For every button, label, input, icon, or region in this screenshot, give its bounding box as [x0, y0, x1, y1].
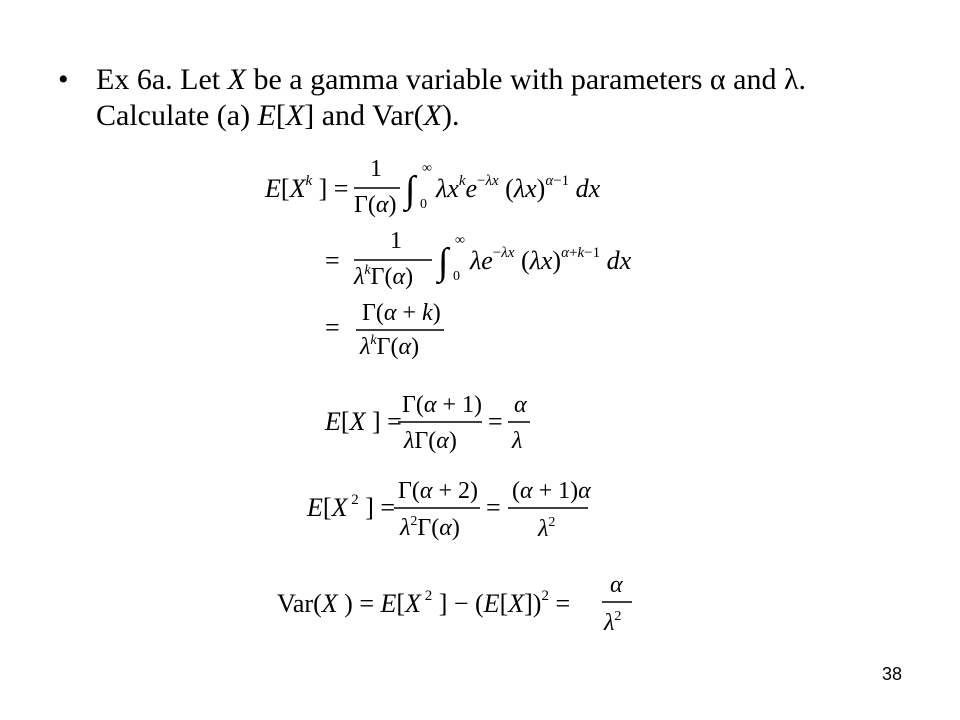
- svg-text:λ2: $\lambda^2$: [604, 609, 622, 636]
- svg-text:=: =: [488, 407, 503, 436]
- svg-text:=: =: [325, 313, 340, 342]
- svg-text:λe−λx (λx)α+k−1 dx: λe−λx $(\lambda x)^\alpha+k-1$ dx: [470, 245, 632, 275]
- bullet-text: [96, 62, 916, 134]
- svg-text:0: 0: [453, 269, 460, 284]
- bullet-text-part: ).: [441, 99, 460, 132]
- svg-text:λ2Γ(α): $\lambda^2\Gamma(\alpha)$: [400, 514, 460, 541]
- svg-text:=: =: [486, 493, 501, 522]
- bullet-text-part: Ex 6a. Let: [96, 63, 228, 96]
- bullet-text-part: Calculate (a): [96, 99, 258, 132]
- variable-x: X: [285, 99, 305, 132]
- page-number: 38: [881, 664, 902, 684]
- svg-text:λkΓ(α): $\lambda^k\Gamma(\alpha)$: [360, 333, 420, 360]
- svg-text:λxke−λx (λx)α−1 dx: $\lambda x^ke^-\lambda x$ $(\lambda x)^\alpha-1$ dx: [436, 173, 601, 203]
- svg-text:E[X ] =: E[X ] =: [325, 407, 402, 436]
- svg-text:λkΓ(α): $\lambda^k\Gamma(\alpha)$: [354, 263, 414, 290]
- svg-text:λ2: $\lambda^2$: [538, 515, 556, 542]
- equation-moment-k-result: [320, 296, 480, 366]
- equation-variance: [272, 570, 652, 646]
- svg-text:λΓ(α): λΓ(α): [404, 428, 457, 454]
- svg-text:∞: ∞: [422, 161, 432, 176]
- svg-text:Γ(α + k): Γ(α + k): [362, 300, 441, 326]
- svg-text:Γ(α + 1): Γ(α + 1): [402, 392, 483, 418]
- svg-text:1: 1: [370, 156, 382, 182]
- svg-text:Γ(α): Γ(α): [354, 192, 397, 218]
- svg-text:(α + 1)α: (α + 1)α: [512, 478, 591, 504]
- svg-text:E[Xk ] =: $E[X^k$ ] =: [265, 173, 349, 203]
- bullet-text-part: be a gamma variable with parameters α and λ.: [245, 63, 806, 96]
- svg-text:∫: ∫: [405, 169, 416, 211]
- svg-text:Γ(α + 2): Γ(α + 2): [398, 478, 479, 504]
- svg-text:α: α: [514, 392, 527, 418]
- svg-text:0: 0: [420, 197, 427, 212]
- svg-text:1: 1: [390, 228, 402, 254]
- svg-text:=: =: [325, 246, 340, 275]
- equation-second-moment: [302, 472, 602, 548]
- svg-text:∞: ∞: [455, 233, 465, 248]
- equation-moment-k-simplified: [320, 222, 660, 292]
- svg-text:E[X 2 ] =: E[X $^2$ ] =: [307, 492, 396, 522]
- bullet-text-part: ] and Var(: [304, 99, 424, 132]
- svg-text:∫: ∫: [438, 241, 449, 283]
- bullet-marker: •: [58, 63, 69, 96]
- svg-text:α: α: [610, 572, 623, 598]
- variable-x: X: [423, 99, 442, 132]
- bullet-text-part: [: [275, 99, 286, 132]
- expectation-e: E: [257, 99, 276, 132]
- equation-moment-k: [260, 150, 660, 220]
- equation-expected-value: [320, 388, 560, 458]
- variable-x: X: [227, 63, 246, 96]
- svg-text:λ: λ: [512, 428, 523, 454]
- svg-text:Var(X ) = E[X 2 ] − (E[X])2 =: Var(X ) = E[X $^2$ ] − $(E[X])^2$ =: [277, 588, 571, 618]
